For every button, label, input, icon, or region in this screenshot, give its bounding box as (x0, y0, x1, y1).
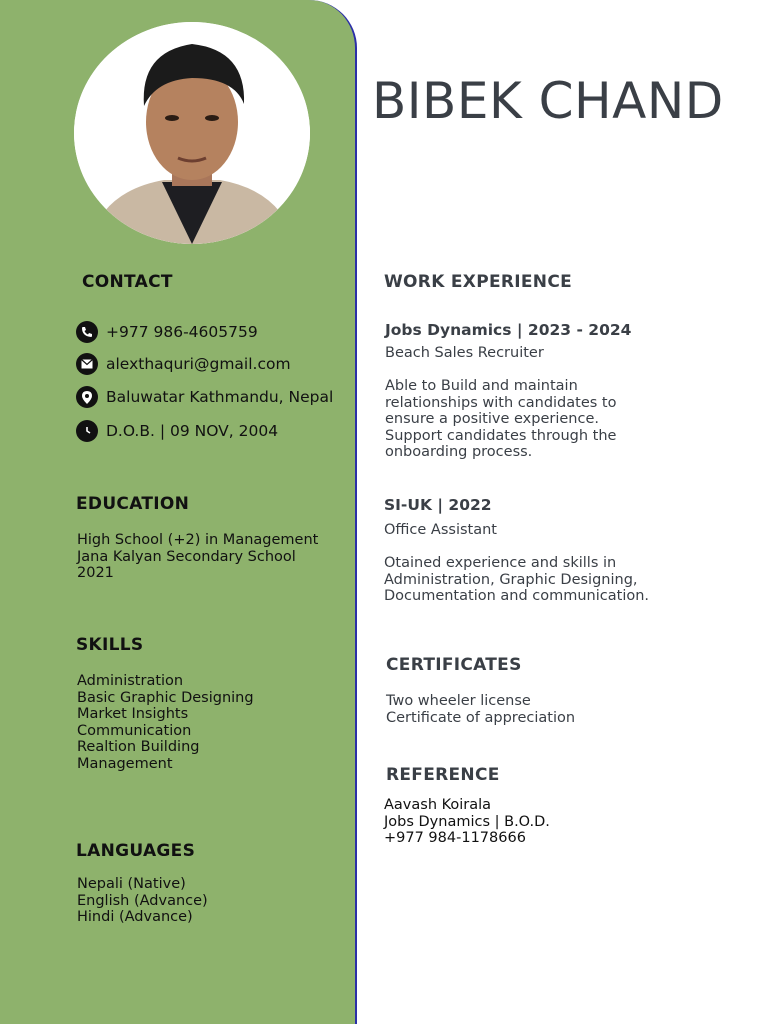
contact-heading: CONTACT (82, 272, 173, 292)
job-description-line: Documentation and communication. (384, 588, 650, 604)
job-description-line: Otained experience and skills in (384, 555, 617, 571)
education-line: Jana Kalyan Secondary School (77, 548, 296, 565)
skills-heading: SKILLS (76, 635, 144, 655)
job-description-line: Able to Build and maintain (385, 378, 578, 394)
job-title: Jobs Dynamics | 2023 - 2024 (385, 321, 632, 339)
contact-address (76, 386, 333, 408)
education-details (77, 532, 318, 582)
job-title: SI-UK | 2022 (384, 496, 492, 514)
email-text[interactable]: alexthaquri@gmail.com (106, 355, 291, 373)
reference-line: Jobs Dynamics | B.O.D. (384, 813, 550, 830)
job-description (385, 378, 616, 461)
certificates-heading: CERTIFICATES (386, 655, 522, 675)
reference-line: Aavash Koirala (384, 797, 492, 813)
contact-phone (76, 321, 258, 343)
reference-line: +977 984-1178666 (384, 830, 526, 846)
location-pin-icon (76, 386, 98, 408)
skill-item: Management (77, 755, 173, 772)
language-item: Hindi (Advance) (77, 909, 193, 925)
education-line: 2021 (77, 565, 114, 581)
reference-details (384, 797, 550, 847)
education-line: High School (+2) in Management (77, 532, 319, 548)
languages-heading: LANGUAGES (76, 841, 196, 861)
job-description-line: ensure a positive experience. (385, 411, 599, 427)
language-item: Nepali (Native) (77, 876, 186, 892)
job-description (384, 555, 649, 605)
job-description-line: Administration, Graphic Designing, (384, 571, 638, 588)
certificate-item: Two wheeler license (386, 693, 531, 709)
work-experience-heading: WORK EXPERIENCE (384, 272, 573, 292)
skill-item: Administration (77, 673, 184, 689)
certificate-item: Certificate of appreciation (386, 709, 576, 726)
language-item: English (Advance) (77, 892, 208, 909)
certificates-list (386, 693, 575, 726)
profile-photo (74, 22, 310, 244)
skill-item: Market Insights (77, 706, 189, 722)
skill-item: Basic Graphic Designing (77, 689, 254, 706)
dob-text: D.O.B. | 09 NOV, 2004 (106, 422, 279, 440)
address-text: Baluwatar Kathmandu, Nepal (106, 388, 334, 406)
skill-item: Communication (77, 722, 192, 739)
job-description-line: onboarding process. (385, 444, 533, 460)
contact-dob (76, 420, 278, 442)
email-icon (76, 353, 98, 375)
clock-icon (76, 420, 98, 442)
candidate-name: BIBEK CHAND (372, 72, 724, 130)
education-heading: EDUCATION (76, 494, 190, 514)
phone-text[interactable]: +977 986-4605759 (106, 323, 258, 341)
reference-heading: REFERENCE (386, 765, 500, 785)
phone-icon (76, 321, 98, 343)
job-description-line: Support candidates through the (385, 427, 617, 444)
skills-list (77, 673, 254, 772)
job-role: Office Assistant (384, 522, 497, 538)
job-description-line: relationships with candidates to (385, 394, 617, 411)
job-role: Beach Sales Recruiter (385, 345, 544, 361)
contact-email (76, 353, 291, 375)
skill-item: Realtion Building (77, 739, 200, 755)
languages-list (77, 876, 208, 926)
